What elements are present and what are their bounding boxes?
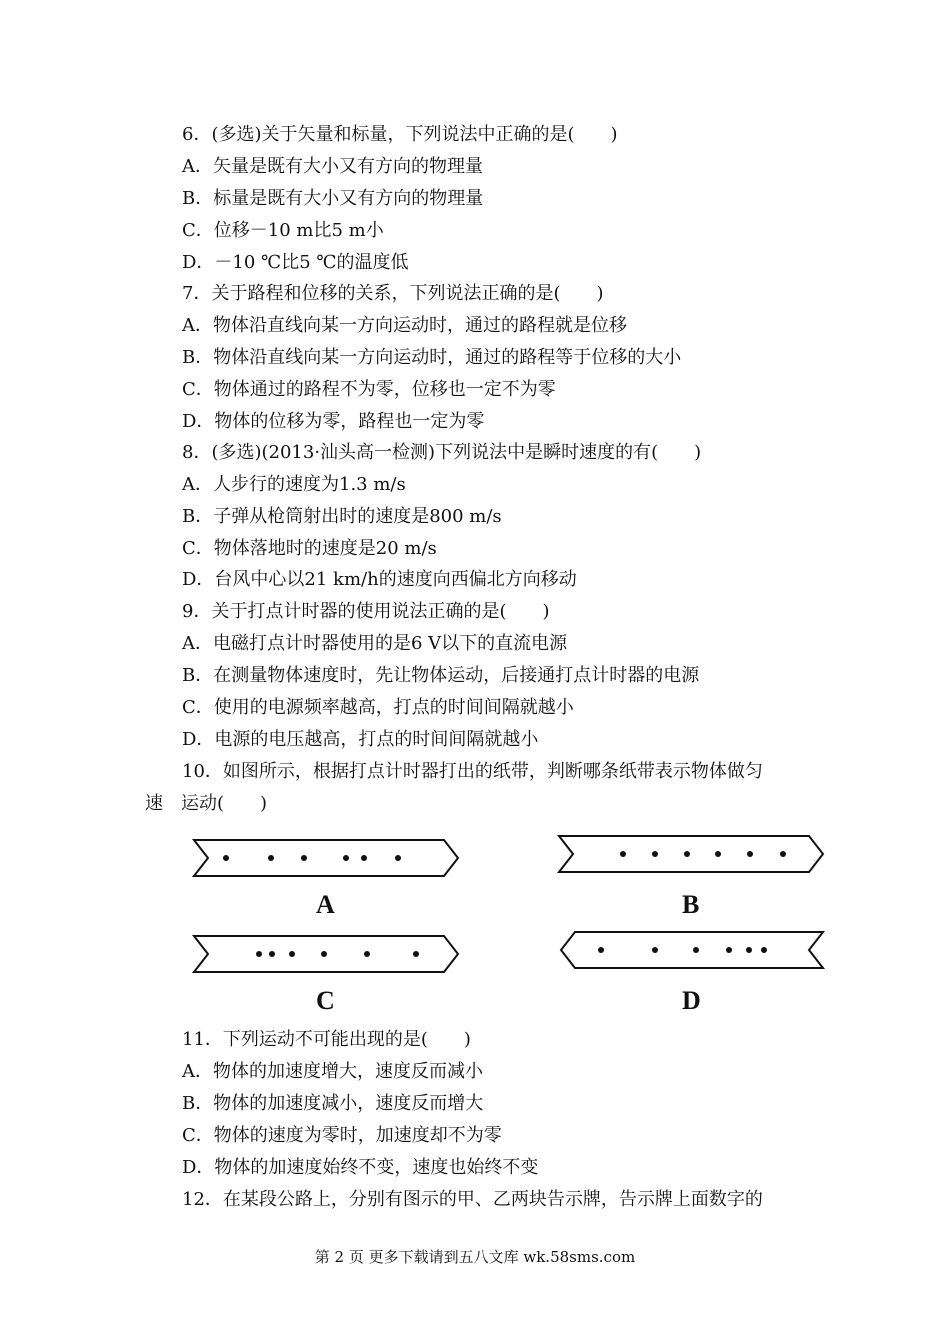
tape-b-label: B xyxy=(682,890,700,919)
q7-option-d: D．物体的位移为零，路程也一定为零 xyxy=(182,411,485,432)
q9-option-d: D．电源的电压越高，打点的时间间隔就越小 xyxy=(182,729,539,750)
tape-a-outline xyxy=(194,840,458,876)
q11-option-d: D．物体的加速度始终不变，速度也始终不变 xyxy=(182,1157,539,1178)
q7-option-b: B．物体沿直线向某一方向运动时，通过的路程等于位移的大小 xyxy=(182,347,682,368)
q8-option-b: B．子弹从枪筒射出时的速度是800 m/s xyxy=(182,506,502,527)
tape-b-dot xyxy=(620,851,626,857)
tape-c-dot xyxy=(364,951,370,957)
page-footer: 第 2 页 更多下载请到五八文库 wk.58sms.com xyxy=(314,1248,636,1266)
q6-option-a: A．矢量是既有大小又有方向的物理量 xyxy=(182,156,483,177)
q6-option-d: D．－10 ℃比5 ℃的温度低 xyxy=(182,252,409,273)
tape-b-dot xyxy=(652,851,658,857)
tape-a-dot xyxy=(301,855,307,861)
tape-c xyxy=(192,934,462,974)
q7-option-c: C．物体通过的路程不为零，位移也一定不为零 xyxy=(182,379,556,400)
tape-d-dot xyxy=(761,947,767,953)
tape-c-dot xyxy=(256,951,262,957)
tape-d-dot xyxy=(598,947,604,953)
q9-option-c: C．使用的电源频率越高，打点的时间间隔就越小 xyxy=(182,697,574,718)
tape-d-dot xyxy=(726,947,732,953)
q6-option-b: B．标量是既有大小又有方向的物理量 xyxy=(182,188,484,209)
q11-option-a: A．物体的加速度增大，速度反而减小 xyxy=(182,1061,483,1082)
tape-d-dot xyxy=(652,947,658,953)
tape-b-dot xyxy=(747,851,753,857)
q7-option-a: A．物体沿直线向某一方向运动时，通过的路程就是位移 xyxy=(182,315,627,336)
q10-stem-line1: 10．如图所示，根据打点计时器打出的纸带，判断哪条纸带表示物体做匀 xyxy=(182,761,763,782)
q8-option-c: C．物体落地时的速度是20 m/s xyxy=(182,538,437,559)
tape-d xyxy=(557,930,827,970)
tape-a-dot xyxy=(361,855,367,861)
tape-c-label: C xyxy=(316,986,335,1015)
q6-option-c: C．位移－10 m比5 m小 xyxy=(182,220,384,241)
tape-b-dot xyxy=(780,851,786,857)
q10-stem-line2: 速 运动( ) xyxy=(145,793,268,814)
q9-stem: 9．关于打点计时器的使用说法正确的是( ) xyxy=(182,601,550,622)
tape-a-dot xyxy=(343,855,349,861)
q8-option-d: D．台风中心以21 km/h的速度向西偏北方向移动 xyxy=(182,569,577,590)
tape-b-dot xyxy=(684,851,690,857)
tape-c-dot xyxy=(321,951,327,957)
tape-b xyxy=(557,834,827,874)
tape-a-label: A xyxy=(316,890,335,919)
tape-d-dot xyxy=(693,947,699,953)
q11-option-b: B．物体的加速度减小，速度反而增大 xyxy=(182,1093,484,1114)
q8-option-a: A．人步行的速度为1.3 m/s xyxy=(182,474,406,495)
tape-c-dot xyxy=(289,951,295,957)
tape-c-dot xyxy=(269,951,275,957)
q6-stem: 6．(多选)关于矢量和标量，下列说法中正确的是( ) xyxy=(182,124,618,145)
tape-d-dot xyxy=(746,947,752,953)
q11-stem: 11．下列运动不可能出现的是( ) xyxy=(182,1029,471,1050)
q9-option-b: B．在测量物体速度时，先让物体运动，后接通打点计时器的电源 xyxy=(182,665,700,686)
q7-stem: 7．关于路程和位移的关系，下列说法正确的是( ) xyxy=(182,283,604,304)
tape-a-dot xyxy=(395,855,401,861)
q11-option-c: C．物体的速度为零时，加速度却不为零 xyxy=(182,1125,502,1146)
tape-a-dot xyxy=(223,855,229,861)
q9-option-a: A．电磁打点计时器使用的是6 V以下的直流电源 xyxy=(182,633,568,654)
tape-a xyxy=(192,838,462,878)
tape-a-dot xyxy=(268,855,274,861)
q12-stem: 12．在某段公路上，分别有图示的甲、乙两块告示牌，告示牌上面数字的 xyxy=(182,1189,763,1210)
tape-b-dot xyxy=(715,851,721,857)
tape-d-label: D xyxy=(682,986,701,1015)
tape-c-dot xyxy=(413,951,419,957)
q8-stem: 8．(多选)(2013·汕头高一检测)下列说法中是瞬时速度的有( ) xyxy=(182,442,702,463)
